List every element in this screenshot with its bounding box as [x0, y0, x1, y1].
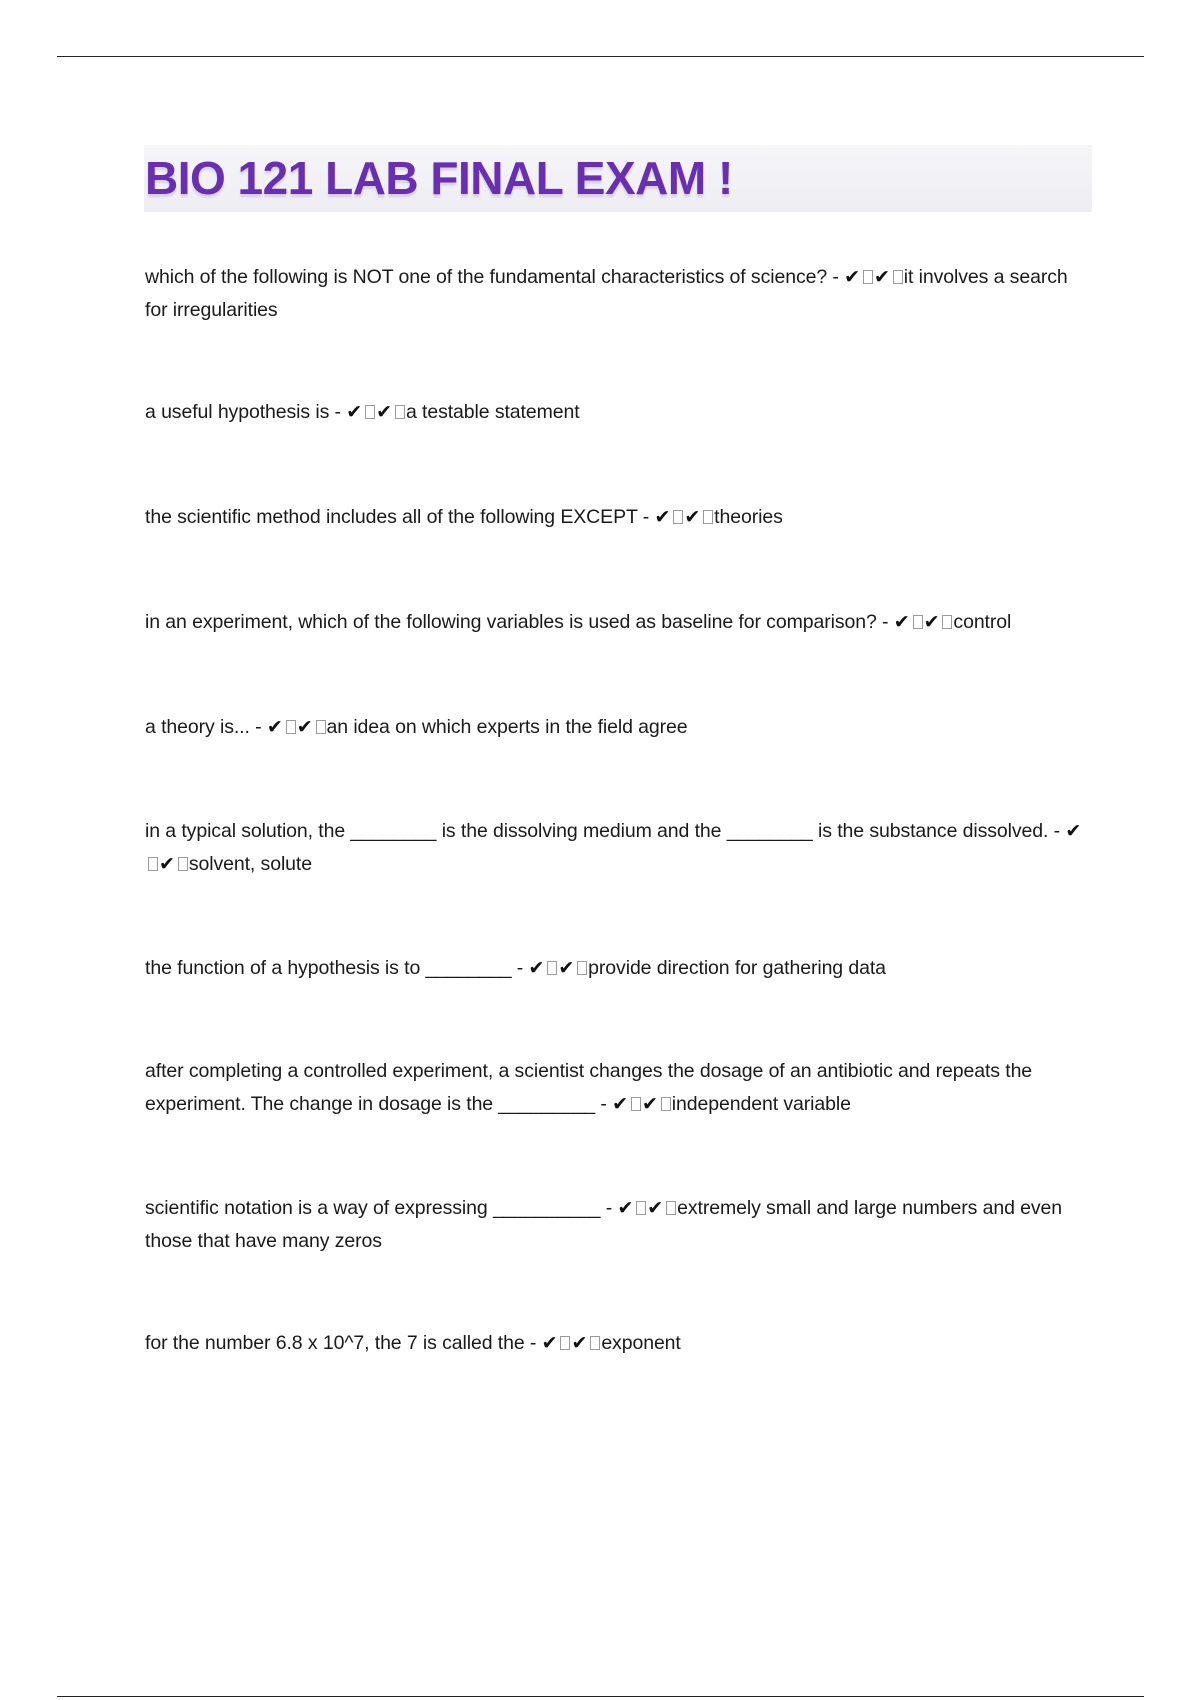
check-mark-icon: ✔: [684, 506, 701, 528]
question-text: in an experiment, which of the following variables is used as baseline for comparison? -: [145, 611, 889, 633]
box-glyph-icon: [577, 961, 587, 975]
box-glyph-icon: [547, 961, 557, 975]
answer-text: control: [953, 611, 1012, 633]
check-mark-icon: ✔: [376, 401, 392, 423]
qa-item-5: [145, 711, 1095, 744]
box-glyph-icon: [560, 1336, 570, 1350]
box-glyph-icon: [178, 857, 188, 871]
qa-item-1: [145, 261, 1095, 327]
answer-text: an idea on which experts in the field agree: [326, 716, 688, 738]
box-glyph-icon: [636, 1201, 646, 1215]
question-text: for the number 6.8 x 10^7, the 7 is called the -: [145, 1332, 537, 1354]
box-glyph-icon: [863, 270, 873, 284]
answer-text: provide direction for gathering data: [588, 957, 886, 979]
question-text: scientific notation is a way of expressing __________ -: [145, 1197, 613, 1219]
answer-text: a testable statement: [405, 401, 580, 423]
check-mark-icon: ✔: [296, 716, 313, 738]
check-mark-icon: ✔: [654, 506, 671, 528]
check-mark-icon: ✔: [844, 266, 860, 288]
check-mark-icon: ✔: [346, 401, 363, 423]
box-glyph-icon: [316, 720, 326, 734]
question-text: a theory is... -: [145, 716, 262, 738]
qa-item-9: [145, 1192, 1095, 1258]
box-glyph-icon: [942, 615, 952, 629]
check-mark-icon: ✔: [612, 1093, 628, 1115]
box-glyph-icon: [893, 270, 903, 284]
box-glyph-icon: [365, 405, 375, 419]
box-glyph-icon: [286, 720, 296, 734]
check-mark-icon: ✔: [923, 611, 940, 633]
check-mark-icon: ✔: [893, 611, 910, 633]
check-mark-icon: ✔: [528, 957, 545, 979]
answer-text: extremely small and large numbers and even those that have many zeros: [145, 1197, 1063, 1252]
footer-rule: [57, 1696, 1144, 1697]
answer-text: it involves a search for irregularities: [145, 266, 1068, 321]
box-glyph-icon: [395, 405, 405, 419]
check-mark-icon: ✔: [873, 266, 890, 288]
question-text: a useful hypothesis is -: [145, 401, 341, 423]
qa-item-3: [145, 501, 1095, 534]
qa-item-6: [145, 815, 1095, 881]
box-glyph-icon: [673, 510, 683, 524]
check-mark-icon: ✔: [1065, 820, 1082, 842]
check-mark-icon: ✔: [617, 1197, 634, 1219]
question-text: in a typical solution, the ________ is the dissolving medium and the ________ is the substance dissolved. -: [145, 820, 1061, 842]
check-mark-icon: ✔: [647, 1197, 664, 1219]
box-glyph-icon: [703, 510, 713, 524]
check-mark-icon: ✔: [571, 1332, 588, 1354]
box-glyph-icon: [148, 857, 158, 871]
check-mark-icon: ✔: [159, 853, 175, 875]
question-text: the function of a hypothesis is to ________ -: [145, 957, 524, 979]
header-rule: [57, 56, 1144, 57]
question-text: the scientific method includes all of the following EXCEPT -: [145, 506, 650, 528]
answer-text: theories: [714, 506, 783, 528]
box-glyph-icon: [666, 1201, 676, 1215]
document-title: BIO 121 LAB FINAL EXAM !: [145, 152, 733, 204]
check-mark-icon: ✔: [558, 957, 575, 979]
qa-item-8: [145, 1055, 1095, 1121]
answer-text: independent variable: [671, 1093, 851, 1115]
box-glyph-icon: [631, 1097, 641, 1111]
qa-item-4: [145, 606, 1095, 639]
qa-item-7: [145, 952, 1095, 985]
box-glyph-icon: [590, 1336, 600, 1350]
answer-text: exponent: [601, 1332, 681, 1354]
check-mark-icon: ✔: [541, 1332, 558, 1354]
answer-text: solvent, solute: [188, 853, 312, 875]
box-glyph-icon: [913, 615, 923, 629]
question-text: after completing a controlled experiment, a scientist changes the dosage of an antibiotic and repeats the experiment. The change in dosage is the _________ -: [145, 1060, 1033, 1115]
qa-item-2: [145, 396, 1095, 429]
check-mark-icon: ✔: [266, 716, 283, 738]
qa-item-10: [145, 1327, 1095, 1360]
question-text: which of the following is NOT one of the fundamental characteristics of science? -: [145, 266, 839, 288]
check-mark-icon: ✔: [641, 1093, 658, 1115]
box-glyph-icon: [661, 1097, 671, 1111]
